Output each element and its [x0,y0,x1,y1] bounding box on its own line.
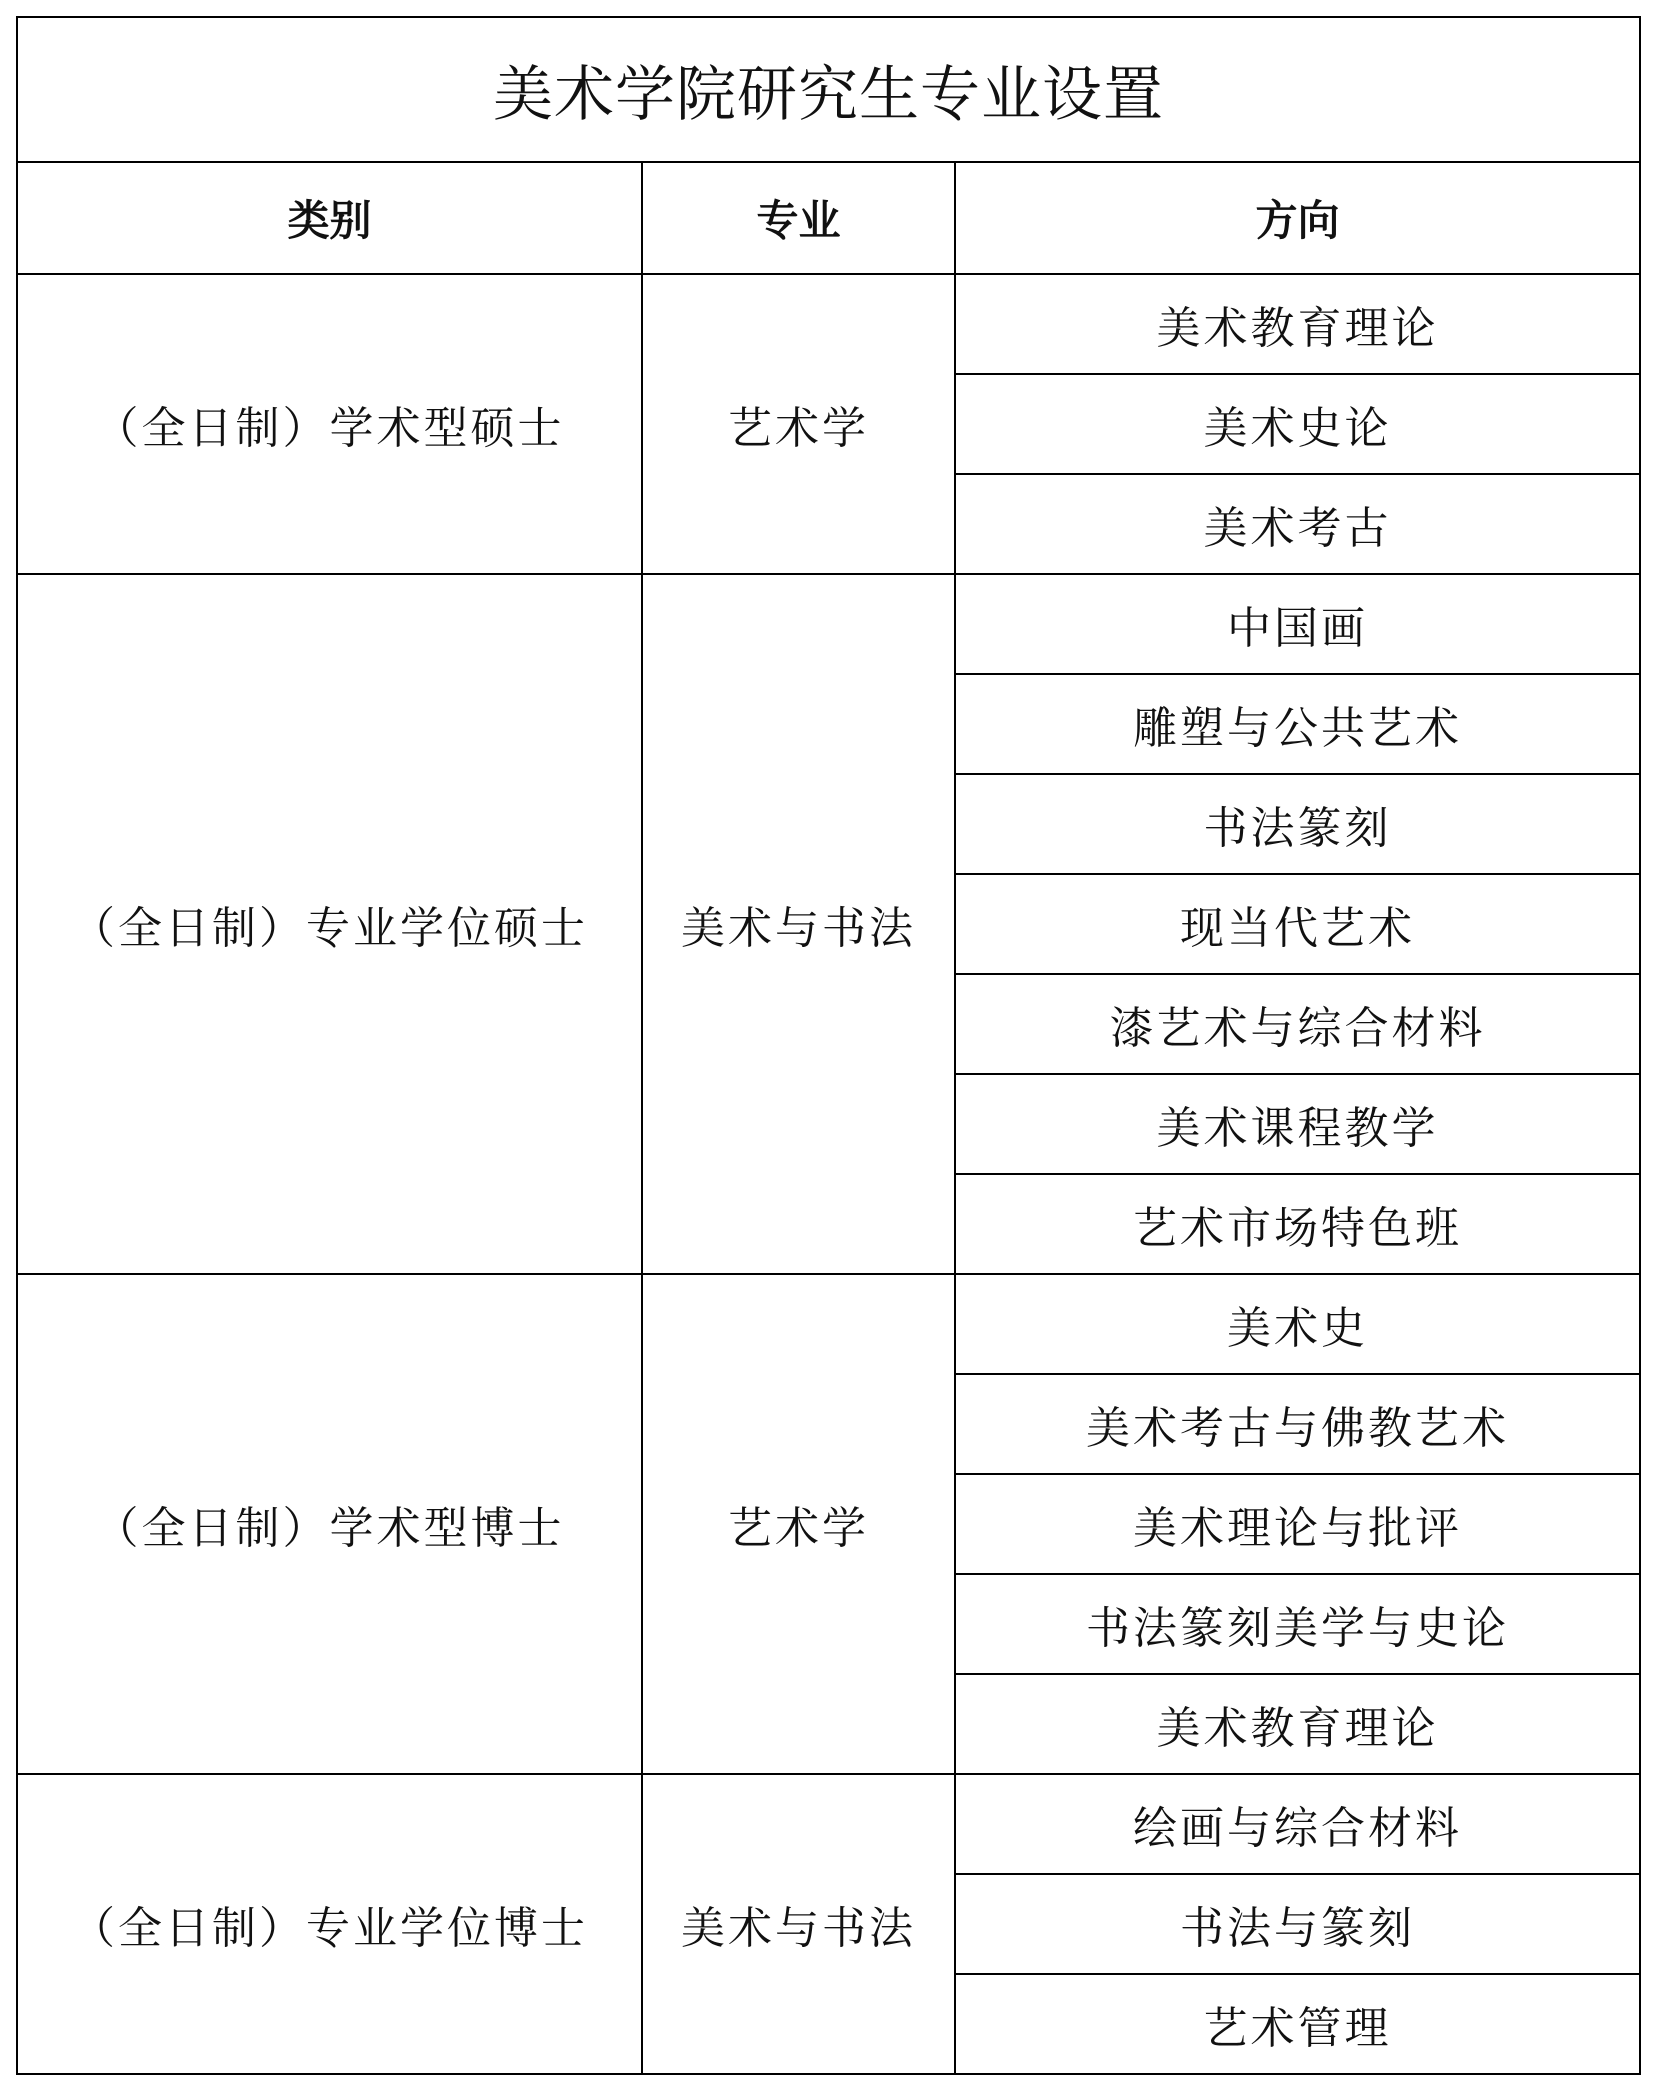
table-title: 美术学院研究生专业设置 [17,17,1640,162]
direction-cell: 漆艺术与综合材料 [955,974,1640,1074]
category-cell: （全日制）专业学位博士 [17,1774,642,2074]
table-row [17,1774,1640,1874]
direction-cell: 美术教育理论 [955,274,1640,374]
major-cell: 美术与书法 [642,1774,955,2074]
document-page [16,16,1641,2075]
direction-cell: 美术教育理论 [955,1674,1640,1774]
major-cell: 艺术学 [642,1274,955,1774]
header-major: 专业 [642,162,955,274]
direction-cell: 美术理论与批评 [955,1474,1640,1574]
header-direction: 方向 [955,162,1640,274]
category-cell: （全日制）学术型博士 [17,1274,642,1774]
direction-cell: 美术史 [955,1274,1640,1374]
direction-cell: 美术考古 [955,474,1640,574]
header-row [17,162,1640,274]
direction-cell: 书法篆刻美学与史论 [955,1574,1640,1674]
direction-cell: 雕塑与公共艺术 [955,674,1640,774]
table-row [17,274,1640,374]
direction-cell: 艺术管理 [955,1974,1640,2074]
category-cell: （全日制）学术型硕士 [17,274,642,574]
title-row [17,17,1640,162]
major-cell: 艺术学 [642,274,955,574]
direction-cell: 书法与篆刻 [955,1874,1640,1974]
direction-cell: 绘画与综合材料 [955,1774,1640,1874]
direction-cell: 美术课程教学 [955,1074,1640,1174]
table-body [17,274,1640,2074]
header-category: 类别 [17,162,642,274]
direction-cell: 美术考古与佛教艺术 [955,1374,1640,1474]
direction-cell: 中国画 [955,574,1640,674]
direction-cell: 书法篆刻 [955,774,1640,874]
table-row [17,574,1640,674]
direction-cell: 美术史论 [955,374,1640,474]
table-row [17,1274,1640,1374]
major-cell: 美术与书法 [642,574,955,1274]
direction-cell: 现当代艺术 [955,874,1640,974]
direction-cell: 艺术市场特色班 [955,1174,1640,1274]
program-table [16,16,1641,2075]
category-cell: （全日制）专业学位硕士 [17,574,642,1274]
